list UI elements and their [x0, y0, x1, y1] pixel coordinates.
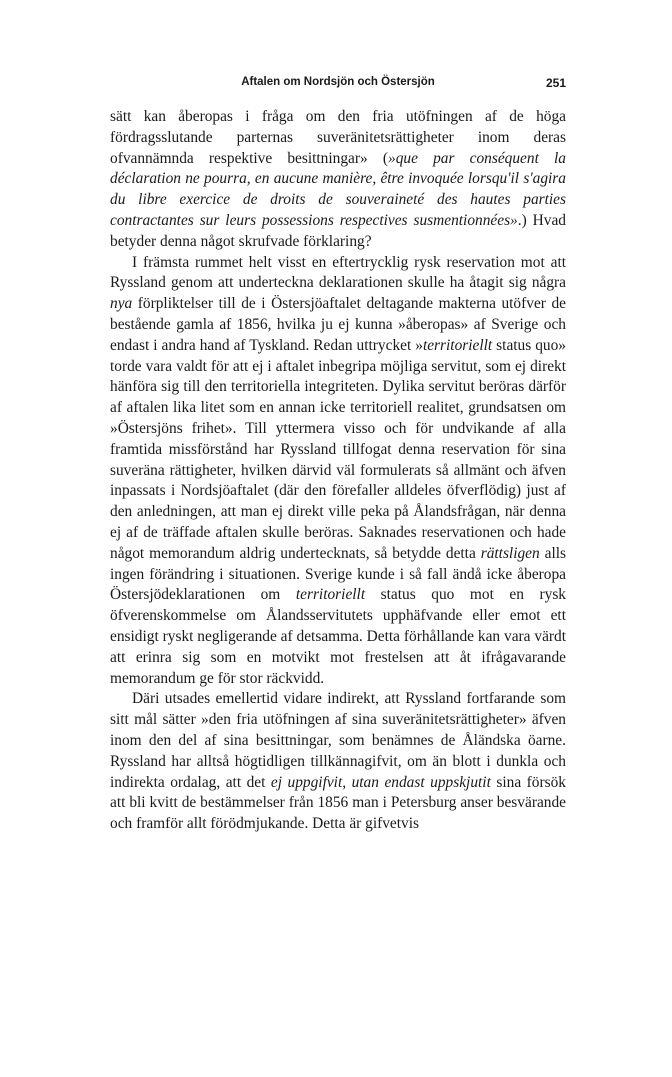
text-run: .) Hvad betyder denna något skrufvade förklaring? — [110, 211, 566, 250]
page-number: 251 — [545, 76, 566, 90]
italic-text-run: nya — [110, 295, 133, 313]
body-text — [110, 107, 566, 835]
running-title: Aftalen om Nordsjön och Östersjön — [241, 76, 435, 88]
paragraph-3 — [110, 689, 566, 835]
italic-text-run: territoriellt — [295, 586, 366, 604]
italic-text-run: ej uppgifvit, utan endast uppskjutit — [270, 773, 491, 791]
page-header — [110, 76, 566, 96]
italic-text-run: »que par conséquent la déclaration ne pourra, en aucune manière, être invoquée lorsqu'il s'agira du libre exercice de droits de souveraineté des hautes parties contractantes sur leurs possessions respectives susmentionnées» — [110, 149, 566, 229]
paragraph-2 — [110, 253, 566, 690]
text-run: sätt kan åberopas i fråga om den fria utöfningen af de höga fördragsslutande parternas suveränitetsrättigheter inom deras ofvannämnda respektive besittningar» ( — [110, 108, 566, 167]
italic-text-run: rättsligen — [480, 544, 540, 562]
text-run: status quo» torde vara valdt för att ej i aftalet inbegripa möjliga servitut, som ej direkt hänföra sig till den territoriella integriteten. Dylika servitut beröras därför af aftalen lika litet som en annan icke territoriell realitet, grundsatsen om »Östersjöns frihet». Till yttermera visso och för undvikande af alla framtida missförstånd har Ryssland tillfogat denna reservation för sina suveräna rättigheter, hvilken därvid väl formulerats så allmänt och äfven inpassats i Nordsjöaftalet (där den förefaller alldeles öfverflödig) just af den anledningen, att man ej direkt ville peka på Ålandsfrågan, när denna ej af de träffade aftalen skulle beröras. Saknades reservationen och hade något memorandum aldrig undertecknats, så betydde detta — [110, 336, 566, 562]
text-run: alls ingen förändring i situationen. Sverige kunde i så fall ändå icke åberopa Östersjödeklarationen om — [110, 544, 566, 604]
text-run: I främsta rummet helt visst en eftertrycklig rysk reservation mot att Ryssland genom att underteckna deklarationen skulle ha åtagit sig några — [110, 253, 566, 292]
text-run: status quo mot en rysk öfverenskommelse om Ålandsservitutets upphäfvande eller emot ett ensidigt ryskt negligerande af detsamma. Detta förhållande kan vara värdt att erinra sig som en motvikt mot frestelsen att åt ifrågavarande memorandum ge för stor räckvidd. — [110, 586, 567, 687]
italic-text-run: territoriellt — [422, 336, 493, 354]
text-run: sina försök att bli kvitt de bestämmelser från 1856 man i Petersburg anser besvärande och framför allt förödmjukande. Detta är gifvetvis — [110, 773, 566, 833]
paragraph-1 — [110, 107, 566, 253]
text-run: förpliktelser till de i Östersjöaftalet deltagande makterna utöfver de bestående gamla af 1856, hvilka ju ej kunna »åberopas» af Sverige och endast i andra hand af Tyskland. Redan uttrycket » — [110, 295, 566, 354]
text-run: Däri utsades emellertid vidare indirekt, att Ryssland fortfarande som sitt mål sätter »den fria utöfningen af sina suveränitetsrättigheter» äfven inom den del af sina besittningar, som benämnes de Åländska öarne. Ryssland har alltså högtidligen tillkännagifvit, om än blott i dunkla och indirekta ordalag, att det — [110, 690, 566, 791]
